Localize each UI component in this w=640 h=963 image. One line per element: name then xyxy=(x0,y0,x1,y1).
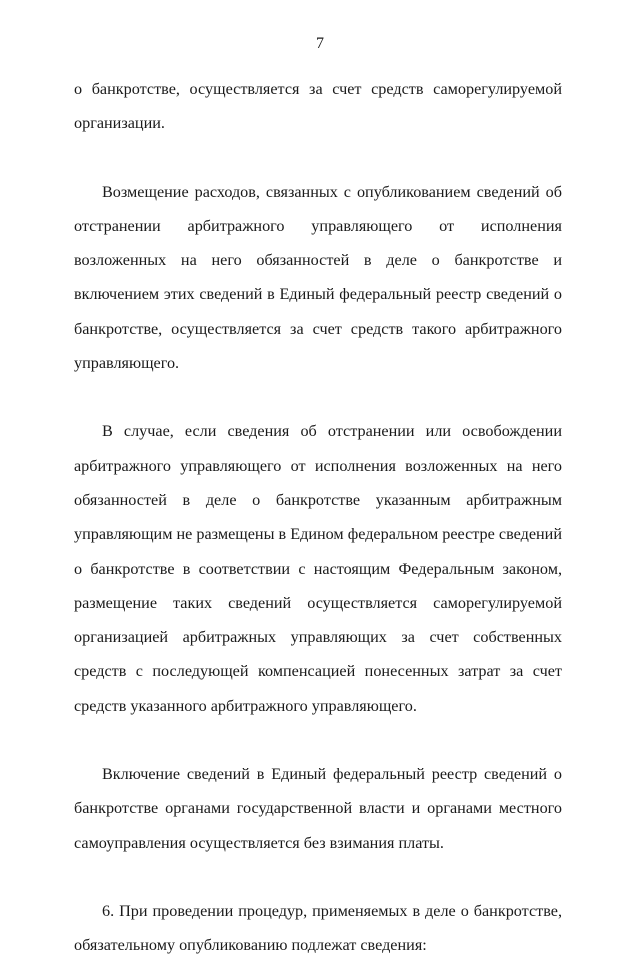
paragraph-item-6: 6. При проведении процедур, применяемых в деле о банкротстве, обязательному опубликованию подлежат сведения: xyxy=(74,901,562,955)
page-number: 7 xyxy=(316,35,324,52)
paragraph-continuation: о банкротстве, осуществляется за счет средств саморегулируемой организации. xyxy=(74,80,562,133)
paragraph-free-inclusion: Включение сведений в Единый федеральный реестр сведений о банкротстве органами государственной власти и органами местного самоуправления осуществляется без взимания платы. xyxy=(74,765,562,852)
paragraph-sro-placement: В случае, если сведения об отстранении или освобождении арбитражного управляющего от исполнения возложенных на него обязанностей в деле о банкротстве указанным арбитражным управляющим не размещены в Едином федеральном реестре сведений о банкротстве в соответствии с настоящим Федеральным законом, размещение таких сведений осуществляется саморегулируемой организацией арбитражных управляющих за счет собственных средств с последующей компенсацией понесенных затрат за счет средств указанного арбитражного управляющего. xyxy=(74,422,562,715)
document-body xyxy=(74,72,562,963)
paragraph-expense-reimbursement: Возмещение расходов, связанных с опубликованием сведений об отстранении арбитражного управляющего от исполнения возложенных на него обязанностей в деле о банкротстве и включением этих сведений в Единый федеральный реестр сведений о банкротстве, осуществляется за счет средств такого арбитражного управляющего. xyxy=(74,182,562,373)
